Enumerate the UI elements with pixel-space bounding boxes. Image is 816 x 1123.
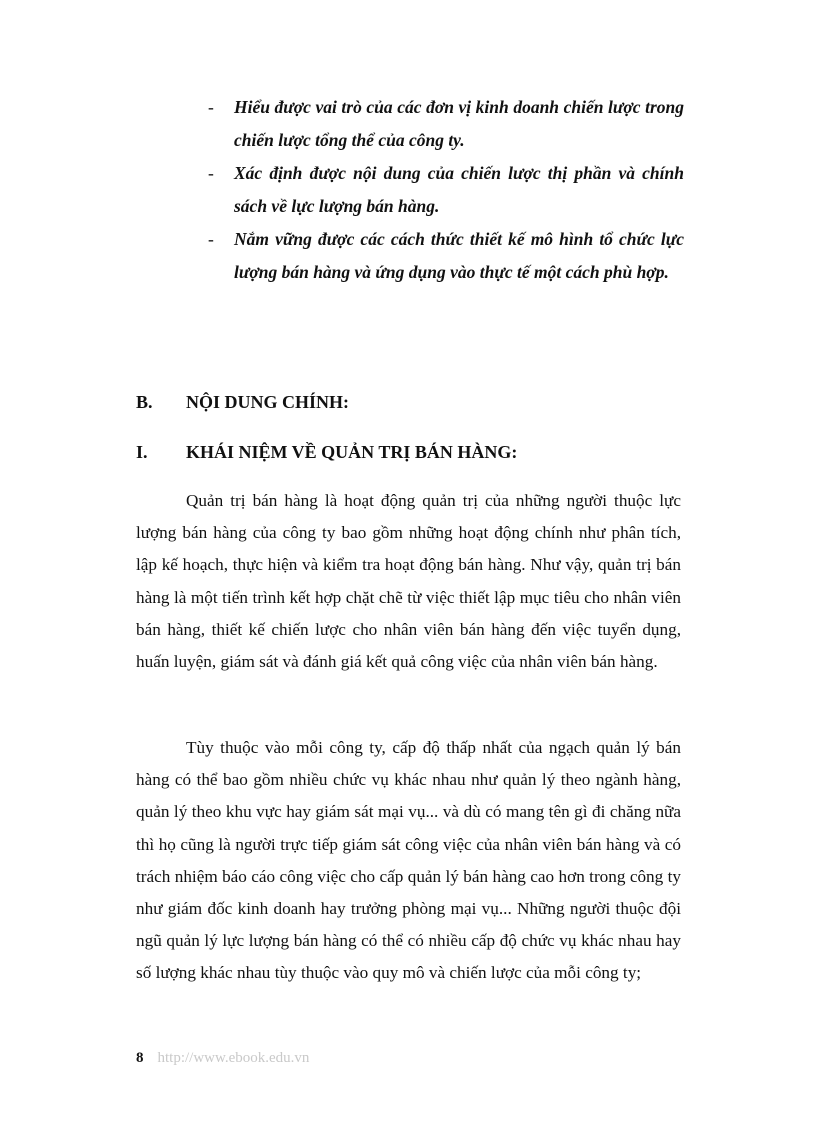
objective-text: Nắm vững được các cách thức thiết kế mô hình tổ chức lực lượng bán hàng và ứng dụng vào thực tế một cách phù hợp. — [234, 229, 684, 282]
section-heading-b — [136, 390, 349, 414]
objective-text: Xác định được nội dung của chiến lược thị phần và chính sách về lực lượng bán hàng. — [234, 163, 684, 216]
page-number: 8 — [136, 1050, 144, 1066]
section-heading-i — [136, 440, 517, 464]
objective-item — [204, 223, 684, 289]
bullet-dash: - — [208, 163, 214, 183]
section-title: NỘI DUNG CHÍNH: — [186, 392, 350, 412]
body-paragraph: Tùy thuộc vào mỗi công ty, cấp độ thấp nhất của ngạch quản lý bán hàng có thể bao gồm nhiều chức vụ khác nhau như quản lý theo ngành hàng, quản lý theo khu vực hay giám sát mại vụ... và dù có mang tên gì đi chăng nữa thì họ cũng là người trực tiếp giám sát công việc của nhân viên bán hàng và có trách nhiệm báo cáo công việc cho cấp quản lý bán hàng cao hơn trong công ty như giám đốc kinh doanh hay trưởng phòng mại vụ... Những người thuộc đội ngũ quản lý lực lượng bán hàng có thể có nhiều cấp độ chức vụ khác nhau hay số lượng khác nhau tùy thuộc vào quy mô và chiến lược của mỗi công ty; — [136, 738, 681, 983]
objectives-list — [204, 91, 684, 289]
objective-item — [204, 91, 684, 157]
objective-item — [204, 157, 684, 223]
section-title: KHÁI NIỆM VỀ QUẢN TRỊ BÁN HÀNG: — [186, 442, 518, 462]
page-footer — [136, 1048, 309, 1068]
footer-url[interactable]: http://www.ebook.edu.vn — [157, 1050, 310, 1066]
section-number: I. — [136, 442, 148, 462]
body-paragraph: Quản trị bán hàng là hoạt động quản trị của những người thuộc lực lượng bán hàng của công ty bao gồm những hoạt động chính như phân tích, lập kế hoạch, thực hiện và kiểm tra hoạt động bán hàng. Như vậy, quản trị bán hàng là một tiến trình kết hợp chặt chẽ từ việc thiết lập mục tiêu cho nhân viên bán hàng, thiết kế chiến lược cho nhân viên bán hàng đến việc tuyển dụng, huấn luyện, giám sát và đánh giá kết quả công việc của nhân viên bán hàng. — [136, 491, 681, 672]
bullet-dash: - — [208, 97, 214, 117]
section-number: B. — [136, 392, 153, 412]
objective-text: Hiểu được vai trò của các đơn vị kinh doanh chiến lược trong chiến lược tổng thể của công ty. — [234, 97, 684, 150]
bullet-dash: - — [208, 229, 214, 249]
